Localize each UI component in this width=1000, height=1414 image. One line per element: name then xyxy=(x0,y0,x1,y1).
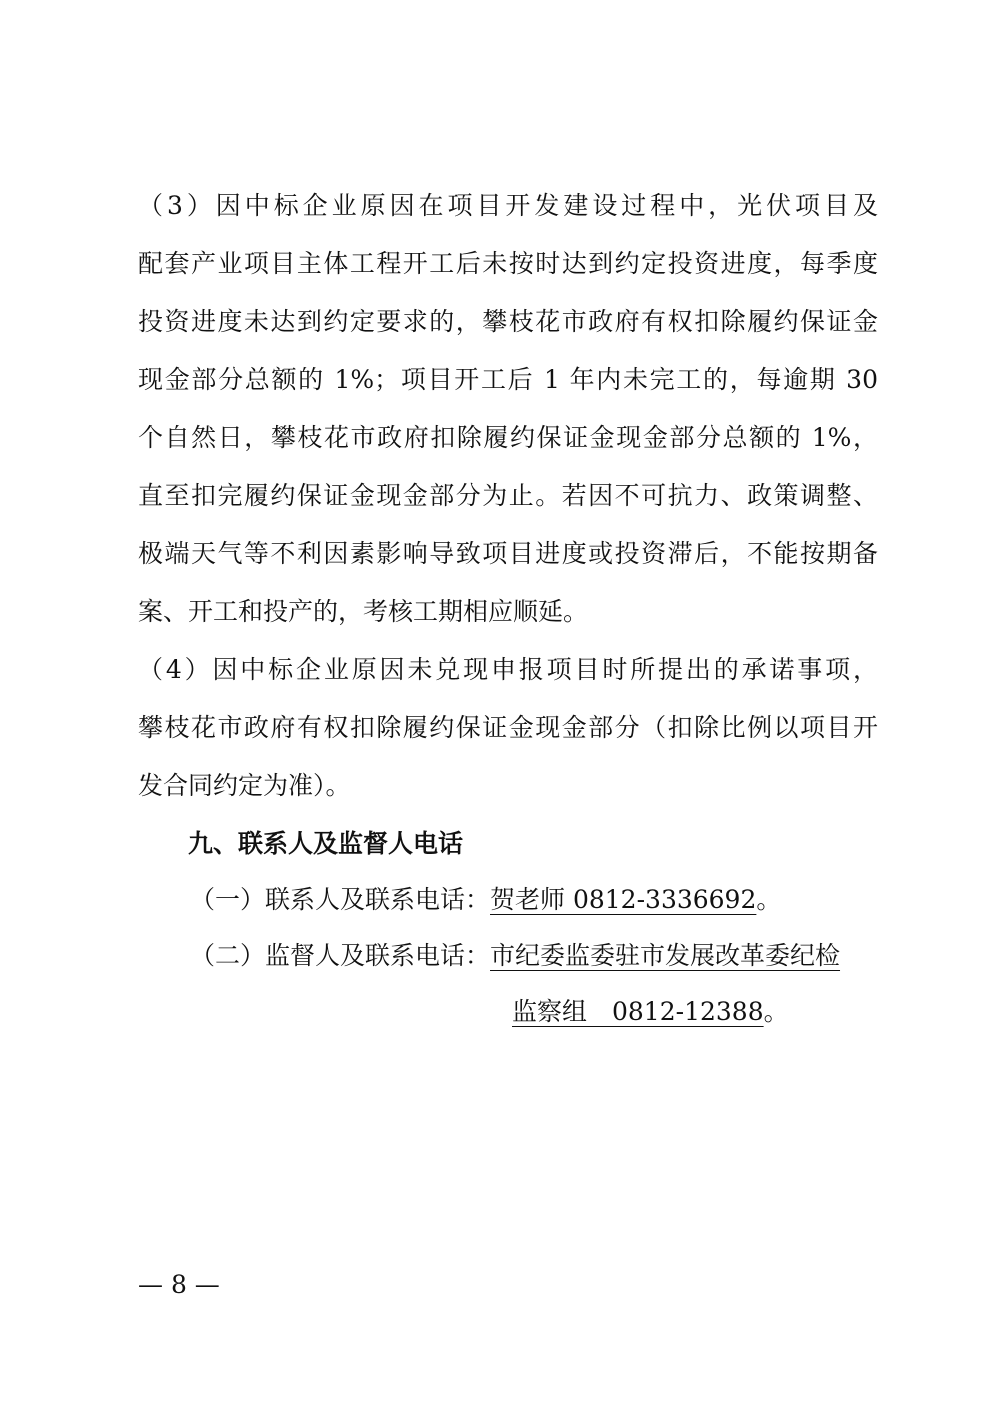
para3-line-3: 投资进度未达到约定要求的，攀枝花市政府有权扣除履约保证金 xyxy=(138,307,878,336)
supervisor-value-line1: 市纪委监委驻市发展改革委纪检 xyxy=(490,941,841,970)
contact-person-label: （一）联系人及联系电话： xyxy=(190,885,491,914)
para3-line-6: 直至扣完履约保证金现金部分为止。若因不可抗力、政策调整、 xyxy=(138,481,878,510)
supervisor-value-line2: 监察组 0812-12388 xyxy=(512,997,764,1026)
contact-person-row xyxy=(190,880,781,920)
contact-person-value: 贺老师 0812-3336692 xyxy=(490,885,757,914)
para3-line-1: （3）因中标企业原因在项目开发建设过程中，光伏项目及 xyxy=(138,191,878,220)
para4-line-2: 攀枝花市政府有权扣除履约保证金现金部分（扣除比例以项目开 xyxy=(138,713,878,742)
para4-line-3: 发合同约定为准）。 xyxy=(138,771,351,800)
para3-line-4: 现金部分总额的 1%；项目开工后 1 年内未完工的，每逾期 30 xyxy=(138,365,878,394)
contact-person-end: 。 xyxy=(756,885,782,914)
page-number: — 8 — xyxy=(138,1270,220,1299)
para3-line-7: 极端天气等不利因素影响导致项目进度或投资滞后，不能按期备 xyxy=(138,539,878,568)
supervisor-row-2 xyxy=(512,992,789,1032)
supervisor-end: 。 xyxy=(763,997,789,1026)
section-heading: 九、联系人及监督人电话 xyxy=(188,829,464,858)
supervisor-row xyxy=(190,936,840,976)
para3-line-5: 个自然日，攀枝花市政府扣除履约保证金现金部分总额的 1%， xyxy=(138,423,878,452)
supervisor-label: （二）监督人及联系电话： xyxy=(190,941,491,970)
para4-line-1: （4）因中标企业原因未兑现申报项目时所提出的承诺事项， xyxy=(138,655,878,684)
para3-line-8: 案、开工和投产的，考核工期相应顺延。 xyxy=(138,597,589,626)
para3-line-2: 配套产业项目主体工程开工后未按时达到约定投资进度，每季度 xyxy=(138,249,878,278)
